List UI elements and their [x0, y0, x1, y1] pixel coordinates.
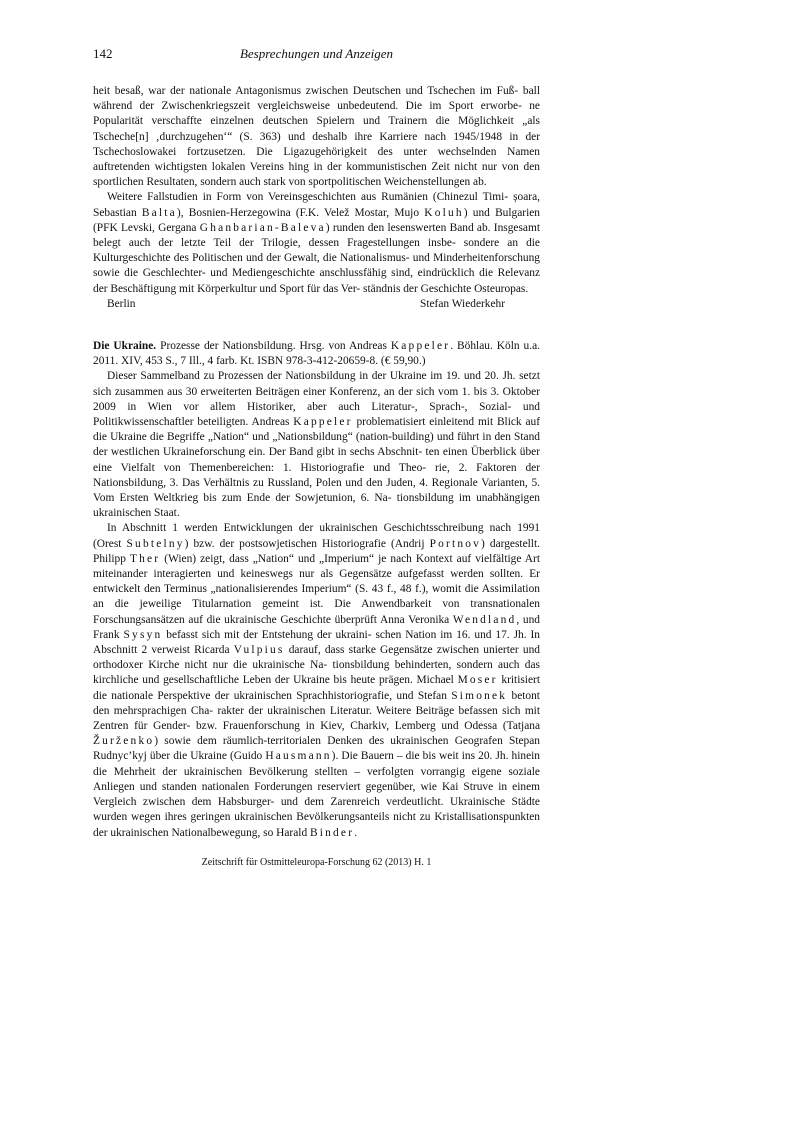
text-line: heit besaß, war der nationale Antagonismus zwischen Deutschen und Tschechen im Fuß- [93, 85, 519, 97]
page-number: 142 [93, 46, 113, 61]
author-name: Portnov [429, 537, 482, 550]
text-line: den sportlichen Resultaten, sondern auch stark von sportpolitischen Weichenstellungen ab. [93, 161, 540, 189]
book-title: Die Ukraine. [93, 340, 157, 352]
author-name: Žurženko [93, 735, 155, 748]
review-citation: Die Ukraine. Prozesse der Nationsbildung. Hrsg. von Andreas Kappeler. Böhlau. Köln u.a. 2011. XIV, 453 S., 7 Ill., 4 farb. Kt. ISBN 978-3-412-20659-8. (€ 59,90.) [93, 340, 540, 368]
reviewer-name: Stefan Wiederkehr [420, 297, 506, 310]
signature-line [93, 297, 540, 312]
author-name: Vulpius [233, 644, 285, 657]
text-line: ball während der Zwischenkriegszeit vergleichsweise unbedeutend. Die im Sport erworbe- [93, 85, 540, 113]
paragraph-1 [93, 84, 540, 190]
author-name: Moser [457, 674, 498, 687]
review-paragraph-1: Dieser Sammelband zu Prozessen der Nationsbildung in der Ukraine im 19. und 20. Jh. setzt sich zusammen aus 30 erweiterten Beiträgen einer Konferenz, an der sich vom 1. bis 3. Oktober 2009 in Wien vor allem Historiker, aber auch Literatur-, Sprach-, Sozial- und Politikwissenschaftler beteiligten. Andreas Kappeler problematisiert einleitend mit Blick auf die Ukraine die Begriffe „Nation“ und „Nationsbildung“ (nation-building) und führt in den Stand der westlichen Ukraineforschung ein. Der Band gibt in sechs Abschnit- ten einen Überblick über eine Vielfalt von Themenbereichen: 1. Historiografie und Theo- rie, 2. Faktoren der Nationsbildung, 3. Das Verhältnis zu Russland, Polen und den Juden, 4. Regionale Varianten, 5. Vom Ersten Weltkrieg bis zum Ende der Sowjetunion, 6. Na- tionsbildung im unabhängigen ukrainischen Staat. [93, 370, 541, 520]
author-name: Koluh [424, 206, 464, 219]
reviewer-city: Berlin [107, 297, 136, 310]
text-line: auftretenden wichtigsten lokalen Vereins hing in der kommunistischen Zeit nicht nur von [93, 161, 519, 174]
author-name: Kappeler [293, 416, 353, 429]
author-name: Balta [141, 206, 177, 219]
text-line: ne Popularität verschaffte einzelnen deutschen Spielern und Trainern die Möglichkeit „als [93, 100, 540, 128]
review-continuation [93, 84, 540, 312]
paragraph-2: Weitere Fallstudien in Form von Vereinsgeschichten aus Rumänien (Chinezul Timi- șoara, Sebastian Balta), Bosnien-Herzegowina (F.K. Velež Mostar, Mujo Koluh) und Bulgarien (PFK Levski, Gergana Ghanbarian-Baleva) runden den lesenswerten Band ab. Insgesamt belegt auch der letzte Teil der Trilogie, dessen Fragestellungen insbe- sondere an die Kulturgeschichte des Politischen und der Gewalt, die Nationalismus- und Minderheitenforschung sowie die Geschlechter- und Mediengeschichte anschlussfähig sind, eindrücklich die Relevanz der Beschäftigung mit Körperkultur und Sport für das Ver- ständnis der Geschichte Osteuropas. [93, 191, 540, 295]
review-paragraph-2: In Abschnitt 1 werden Entwicklungen der ukrainischen Geschichtsschreibung nach 1991 (Orest Subtelny) bzw. der postsowjetischen Historiografie (Andrij Portnov) dargestellt. Philipp Ther (Wien) zeigt, dass „Nation“ und „Imperium“ je nach Kontext auf vielfältige Art miteinander interagierten und keineswegs nur als Gegensätze aufgefasst werden sollten. Er entwickelt den Terminus „nationalisierendes Imperium“ (S. 43 f., 48 f.), womit die Assimilation an die jeweilige Titularnation gemeint ist. Die Anwendbarkeit von transnationalen Forschungsansätzen auf die ukrainische Geschichte überprüft Anna Veronika Wendland, und Frank Sysyn befasst sich mit der Entstehung der ukraini- schen Nation im 16. und 17. Jh. In Abschnitt 2 verweist Ricarda Vulpius darauf, dass starke Gegensätze zwischen unierter und orthodoxer Kirche nicht nur die ukrainische Na- tionsbildung behinderten, sondern auch das kirchliche und gesellschaftliche Leben der Ukraine bis heute prägen. Michael Moser kritisiert die nationale Perspektive der ukrainischen Sprachhistoriografie, und Stefan Simonek betont den mehrsprachigen Cha- rakter der ukrainischen Literatur. Weitere Beiträge befassen sich mit Zentren für Gender- bzw. Frauenforschung in Kiev, Charkiv, Lemberg und Odessa (Tatjana Žurženko) sowie dem räumlich-territorialen Denken des ukrainischen Geografen Stepan Rudnyc’kyj über die Ukraine (Guido Hausmann). Die Bauern – die bis weit ins 20. Jh. hinein die Mehrheit der ukrainischen Bevölkerung stellten – verfolgten vorrangig eigene soziale Anliegen und standen nationalen Forderungen reserviert gegenüber, wie Kai Struve in einem Vergleich zwischen dem Habsburger- und dem Zarenreich verdeutlicht. Ukrainische Städte wurden wegen ihres geringen ukrainischen Bevölkerungsanteils nicht zu Kristallisationspunkten der ukrainischen Nationalbewegung, so Harald Binder. [93, 522, 541, 839]
editor-name: Kappeler [390, 340, 451, 352]
author-name: Subtelny [126, 537, 185, 550]
text-line: Tscheche[n] ‚durchzugehen‘“ (S. 363) und deshalb ihre Karriere nach 1945/1948 in der [93, 130, 540, 143]
author-name: Sysyn [123, 628, 163, 641]
journal-footer: Zeitschrift für Ostmitteleuropa-Forschung 62 (2013) H. 1 [201, 857, 432, 868]
author-name: Ghanbarian-Baleva [199, 221, 326, 234]
review-ukraine [93, 339, 540, 841]
author-name: Binder [309, 826, 355, 839]
author-name: Ther [129, 552, 161, 565]
text-line: Tschechoslowakei fortzusetzen. Die Ligazugehörigkeit des unter wechselnden Namen [93, 145, 540, 158]
author-name: Wendland [452, 613, 517, 626]
running-title: Besprechungen und Anzeigen [239, 46, 394, 61]
author-name: Hausmann [265, 750, 332, 763]
author-name: Simonek [451, 689, 508, 702]
